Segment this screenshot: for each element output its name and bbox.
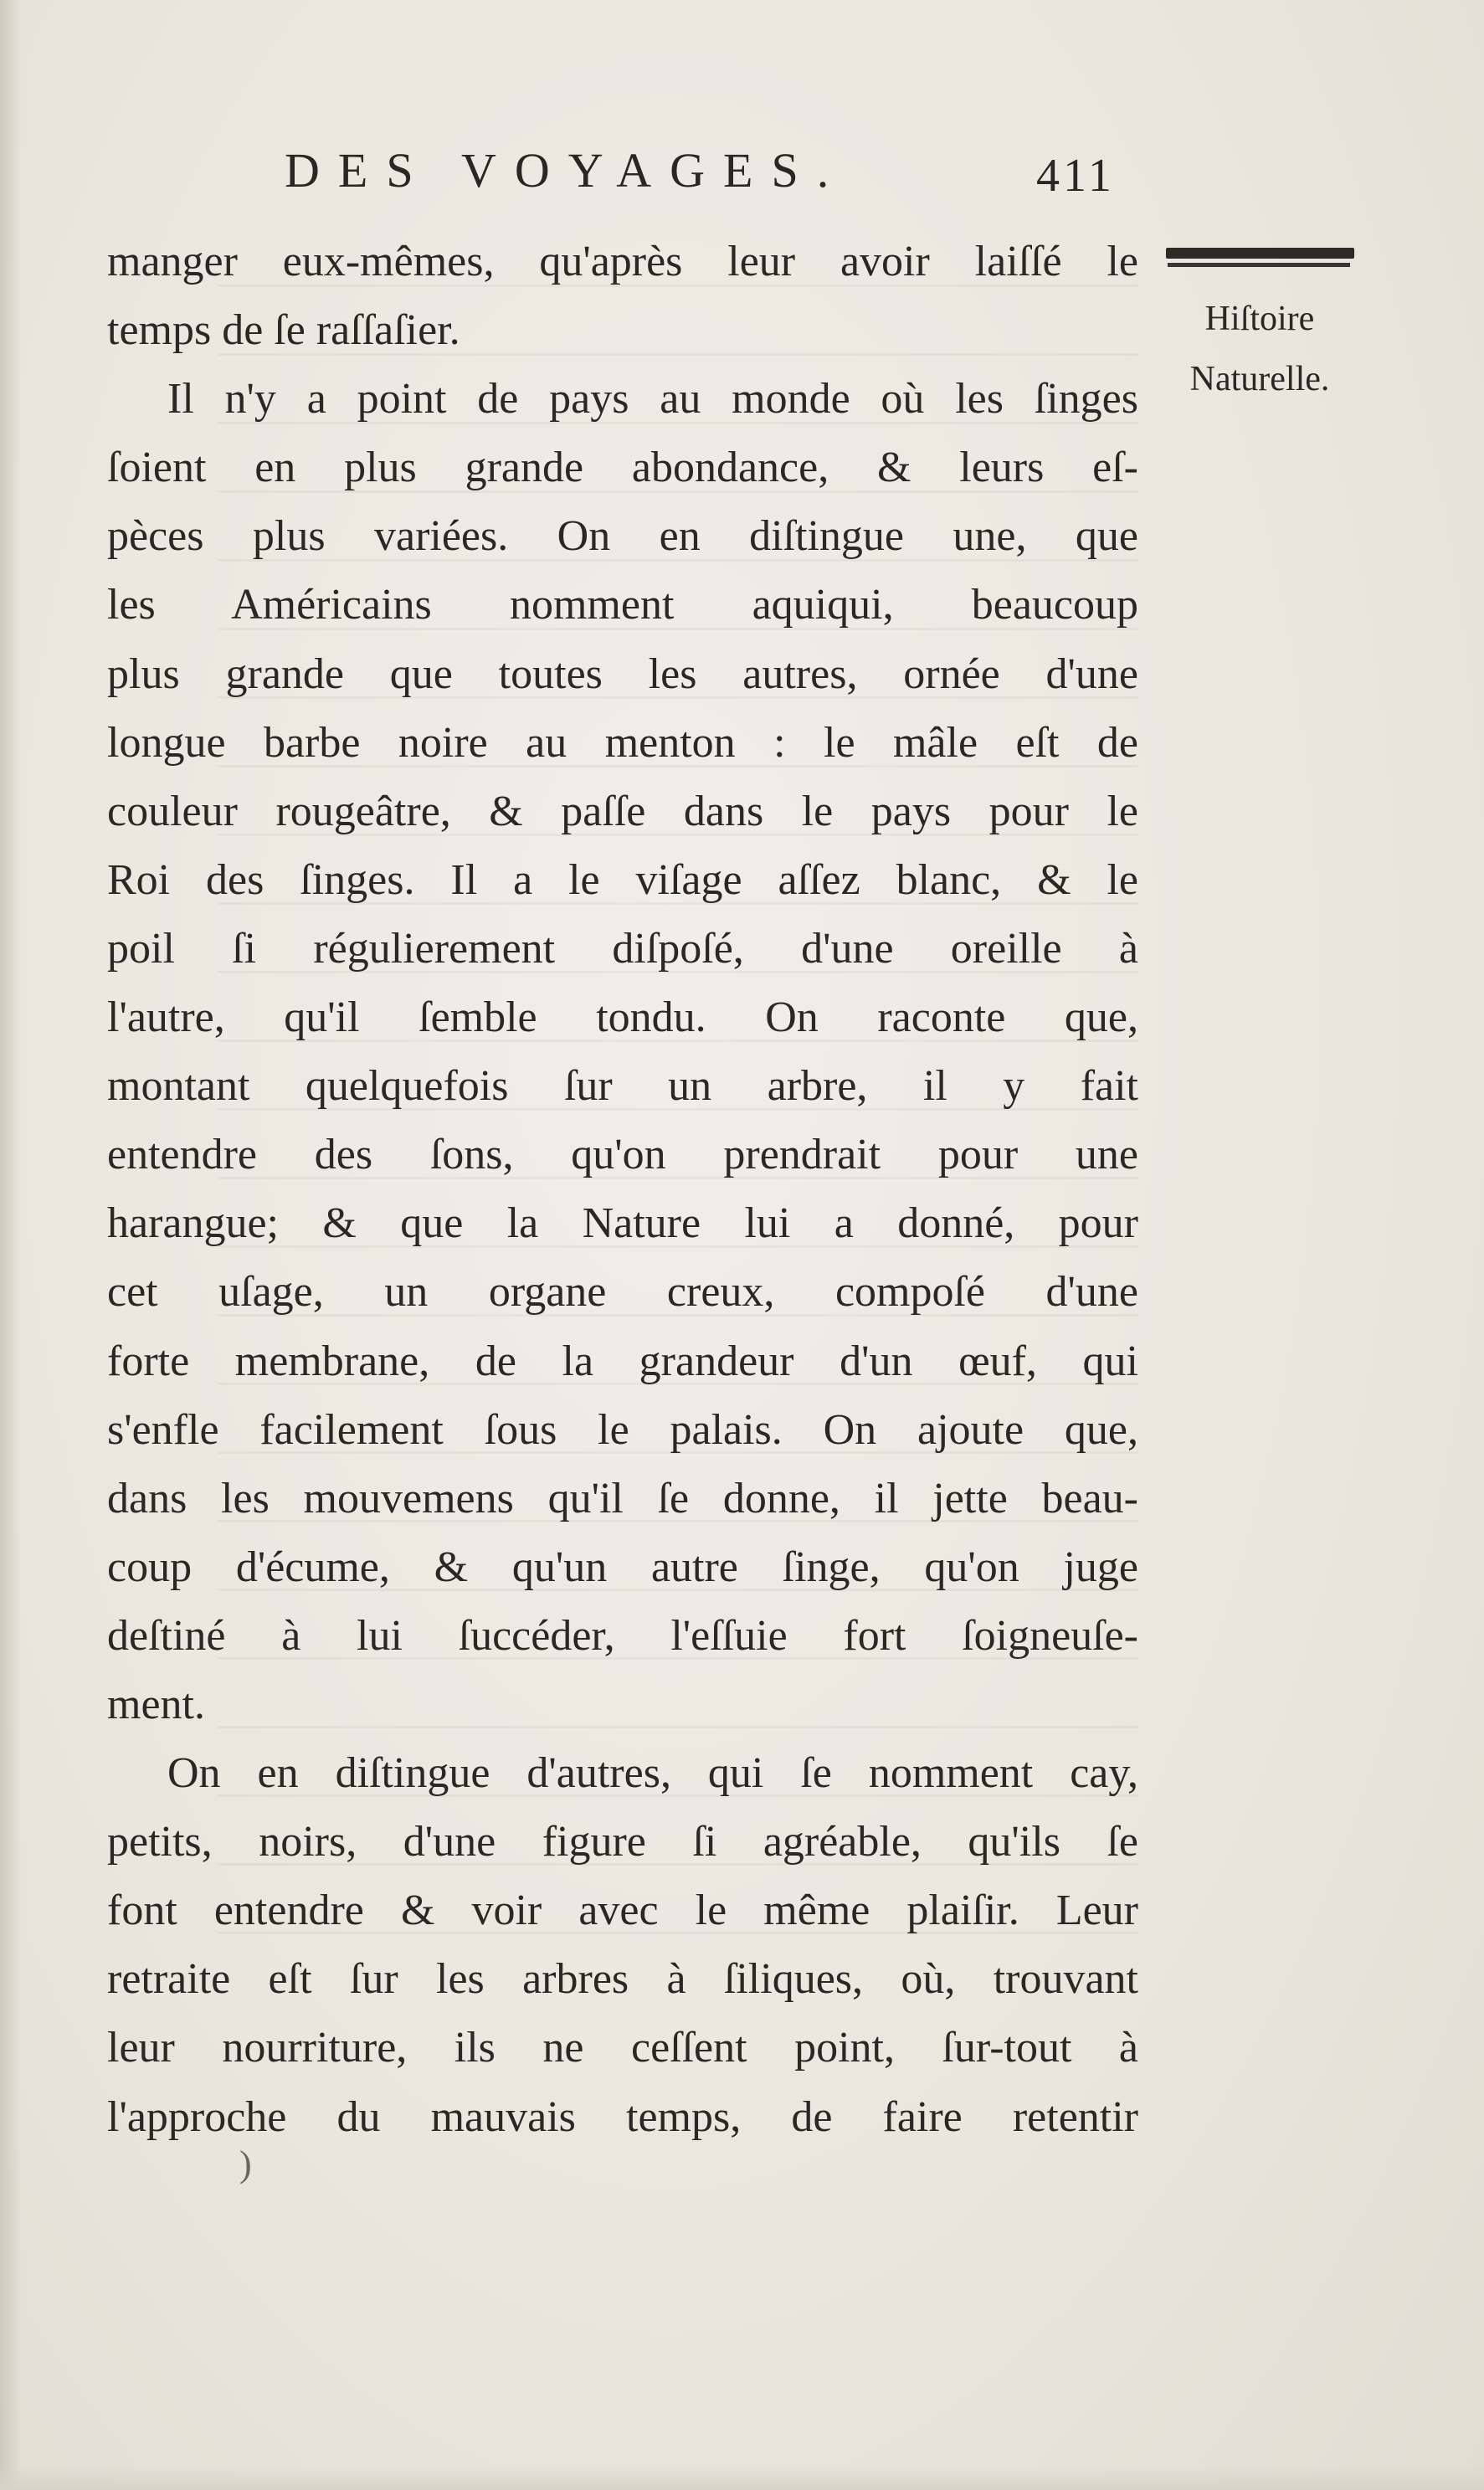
text-line: Il n'y a point de pays au monde où les ſinges [167, 375, 1138, 424]
text-line: On en diſtingue d'autres, qui ſe nomment cay, [167, 1749, 1138, 1798]
text-line: entendre des ſons, qu'on prendrait pour une [107, 1131, 1138, 1179]
text-line: retraite eſt ſur les arbres à ſiliques, où, trouvant [107, 1955, 1138, 2004]
text-line: montant quelquefois ſur un arbre, il y fait [107, 1062, 1138, 1111]
text-line: poil ſi régulierement diſpoſé, d'une oreille à [107, 924, 1138, 973]
margin-note-line-1: Hiſtoire [1204, 300, 1315, 338]
text-line: petits, noirs, d'une figure ſi agréable, qu'ils ſe [107, 1818, 1138, 1866]
text-line: forte membrane, de la grandeur d'un œuf, qui [107, 1337, 1138, 1385]
margin-ornament-underline [1168, 263, 1350, 267]
text-line: plus grande que toutes les autres, ornée d'une [107, 649, 1138, 698]
text-line: Roi des ſinges. Il a le viſage aſſez blanc, & le [107, 855, 1138, 904]
running-head: DES VOYAGES. [285, 143, 848, 198]
text-line: harangue; & que la Nature lui a donné, pour [107, 1199, 1138, 1248]
text-line: s'enfle facilement ſous le palais. On ajoute que, [107, 1405, 1138, 1454]
text-line: leur nourriture, ils ne ceſſent point, ſur-tout à [107, 2024, 1138, 2072]
margin-note [1151, 289, 1368, 409]
stray-ink-mark: ) [239, 2143, 252, 2185]
text-line: longue barbe noire au menton : le mâle eſt de [107, 718, 1138, 767]
text-line: pèces plus variées. On en diſtingue une, que [107, 512, 1138, 561]
page-number: 411 [1036, 150, 1115, 202]
text-line: deſtiné à lui ſuccéder, l'eſſuie fort ſoigneuſe- [107, 1611, 1138, 1660]
text-line: l'autre, qu'il ſemble tondu. On raconte que, [107, 993, 1138, 1042]
text-line: font entendre & voir avec le même plaiſir. Leur [107, 1887, 1138, 1935]
text-line: les Américains nomment aquiqui, beaucoup [107, 581, 1138, 629]
page-bottom-edge [0, 2465, 1484, 2490]
text-line: l'approche du mauvais temps, de faire retentir [107, 2092, 1138, 2141]
page-gutter-shadow [0, 0, 22, 2490]
text-line: cet uſage, un organe creux, compoſé d'une [107, 1268, 1138, 1317]
text-line: temps de ſe raſſaſier. [107, 306, 460, 355]
text-line: dans les mouvemens qu'il ſe donne, il jette beau- [107, 1474, 1138, 1522]
text-line: manger eux-mêmes, qu'après leur avoir laiſſé le [107, 238, 1138, 285]
text-line: ment. [107, 1680, 205, 1728]
text-line: ſoient en plus grande abondance, & leurs eſ- [107, 444, 1138, 492]
body-text [107, 228, 1138, 2152]
text-line: coup d'écume, & qu'un autre ſinge, qu'on juge [107, 1543, 1138, 1591]
margin-note-line-2: Naturelle. [1189, 360, 1330, 398]
margin-ornament-rule [1166, 248, 1354, 259]
text-line: couleur rougeâtre, & paſſe dans le pays pour le [107, 787, 1138, 835]
